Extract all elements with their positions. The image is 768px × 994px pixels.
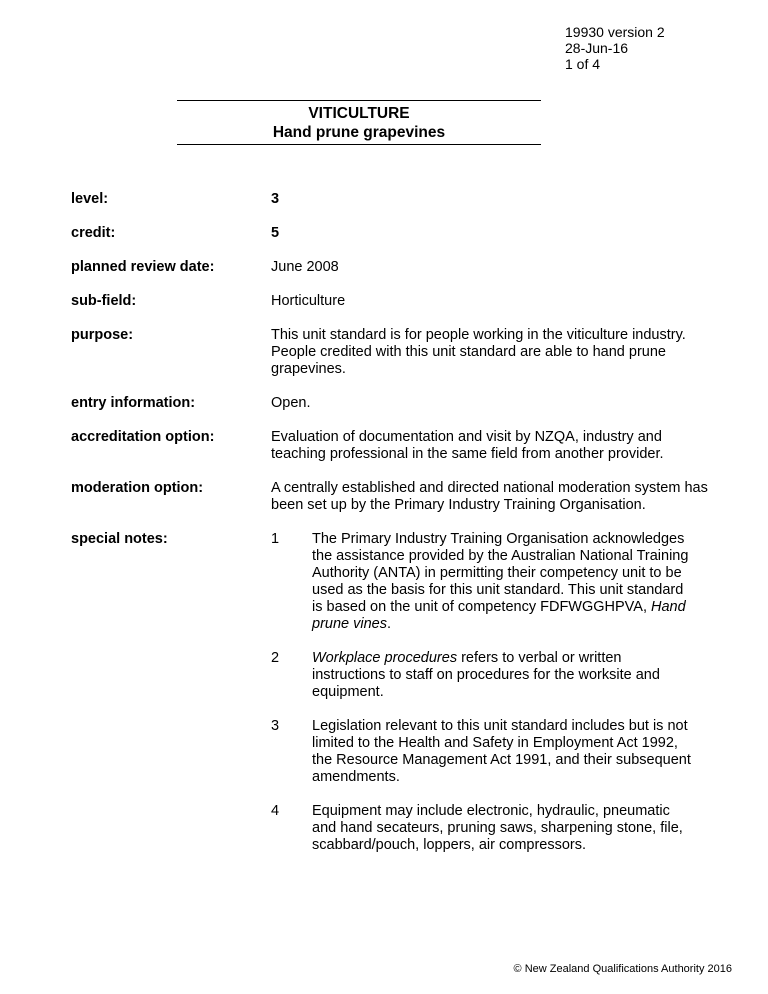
moderation-option-label: moderation option: bbox=[71, 480, 204, 496]
document-title-field: VITICULTURE bbox=[308, 105, 410, 122]
row-review-date bbox=[71, 259, 711, 276]
row-purpose bbox=[71, 327, 711, 378]
note-text: Legislation relevant to this unit standard includes but is not limited to the Health and Safety in Employment Act 1992, the Resource Management Act 1991, and their subsequent amendments. bbox=[312, 718, 691, 785]
note-text bbox=[312, 531, 697, 633]
note-number: 3 bbox=[271, 718, 280, 734]
review-date-value: June 2008 bbox=[271, 259, 339, 275]
level-label: level: bbox=[71, 191, 109, 207]
special-note bbox=[271, 531, 711, 633]
accreditation-option-label: accreditation option: bbox=[71, 429, 215, 445]
special-note bbox=[271, 650, 711, 701]
special-notes-list bbox=[271, 531, 711, 871]
row-entry-information bbox=[71, 395, 711, 412]
note-number: 2 bbox=[271, 650, 280, 666]
entry-information-value: Open. bbox=[271, 395, 311, 411]
title-block bbox=[177, 100, 541, 145]
special-note bbox=[271, 718, 711, 786]
note-text-part: refers to verbal or written instructions to staff on procedures for the worksite and equipment. bbox=[312, 650, 660, 700]
row-special-notes bbox=[71, 531, 711, 871]
note-number: 4 bbox=[271, 803, 280, 819]
copyright-footer: © New Zealand Qualifications Authority 2016 bbox=[513, 963, 732, 975]
note-text: Equipment may include electronic, hydraulic, pneumatic and hand secateurs, pruning saws, sharpening stone, file, scabbard/pouch, loppers, air compressors. bbox=[312, 803, 683, 853]
document-id: 19930 version 2 bbox=[565, 24, 665, 40]
sub-field-label: sub-field: bbox=[71, 293, 137, 309]
row-sub-field bbox=[71, 293, 711, 310]
special-notes-label: special notes: bbox=[71, 531, 168, 547]
row-level bbox=[71, 191, 711, 208]
moderation-option-value: A centrally established and directed national moderation system has been set up by the Primary Industry Training Organisation. bbox=[271, 480, 708, 513]
review-date-label: planned review date: bbox=[71, 259, 215, 275]
credit-value: 5 bbox=[271, 225, 280, 241]
unit-standard-details bbox=[71, 191, 711, 888]
entry-information-label: entry information: bbox=[71, 395, 196, 411]
note-text-part: . bbox=[386, 616, 391, 632]
row-accreditation-option bbox=[71, 429, 711, 463]
note-text-part: The Primary Industry Training Organisation acknowledges the assistance provided by the Australian National Training Authority (ANTA) in permitting their competency unit to be used as the basis for this unit standard. This unit standard is based on the unit of competency FDFWGGHPVA, bbox=[312, 531, 689, 615]
note-number: 1 bbox=[271, 531, 280, 547]
document-header-meta bbox=[565, 24, 665, 72]
special-note bbox=[271, 803, 711, 854]
row-credit bbox=[71, 225, 711, 242]
accreditation-option-value: Evaluation of documentation and visit by NZQA, industry and teaching professional in the same field from another provider. bbox=[271, 429, 664, 462]
page-number: 1 of 4 bbox=[565, 56, 601, 72]
credit-label: credit: bbox=[71, 225, 116, 241]
document-date: 28-Jun-16 bbox=[565, 40, 629, 56]
purpose-label: purpose: bbox=[71, 327, 134, 343]
document-title: Hand prune grapevines bbox=[272, 124, 446, 141]
note-text bbox=[312, 650, 697, 701]
purpose-value: This unit standard is for people working in the viticulture industry. People credited with this unit standard are able to hand prune grapevines. bbox=[271, 327, 686, 377]
note-text-italic: Hand prune vines bbox=[312, 599, 686, 632]
row-moderation-option bbox=[71, 480, 711, 514]
sub-field-value: Horticulture bbox=[271, 293, 346, 309]
note-text-italic: Workplace procedures bbox=[312, 650, 458, 666]
level-value: 3 bbox=[271, 191, 280, 207]
